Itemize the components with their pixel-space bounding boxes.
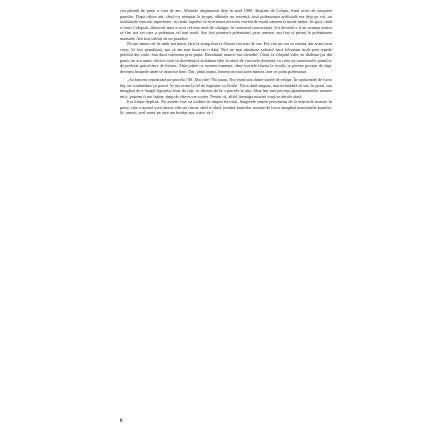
paragraph-3: „Arifuncem repartizată pe parcela 748. Din câte? Nu știam. Noi eram una dintre sutele de echipe. În uniformele de lucru bej, ne confundam cu pomii. Și noi eram la fel de îngenate cu florile. Nicio dată singure, mereu laolaltă să sus, în pomi, sau mergând de-a lungul figurului liuar de ruți, ce duceau de la o parcelă la alta. Abia îmi mai percepi aparatamentelor noastre mici, puteam fi noi înșine, timp de câteva ore scurte. Pentru că, altfel, întreaga noastră viață se derula afară. (120, 77, 332, 99)
text-column (120, 8, 332, 116)
paragraph-1: cea pătrată de peste o sută de ani. Albinele dispăruseră deja în anul 1980, dinainte de Colaps, fiind ucise de stropirea pomilor. După câțiva ani, când s-a renunțat la stropit, albinele nu reveniră, însă polenizarea artificială era deja pe val, iar rezultatele erau net superioare, în ciuda faptului că activitatea necesita extrem de mulți oameni și multe mâini. Și apoi, când a venit Colapsul, districtul meu a avut cel mai mult de câștigat, în contextul concurenței. S-a dovedit a fi un avantaj nostru să fim noi cei care a polenizat cel mai mult. Am fost pionierii polenizării, prin urmare, am fost și primii la polenizarea manuală. Am fost salvați de un paradox. (120, 8, 332, 41)
paragraph-2: Ne-am întins cât de mult am putut, fără să ajung însă la floarea cea mai de sus. Era clar pe cea să renunț, dar n-am avut curaj. Și fost penalizată, așa că am mai încercat o dată. Nici ne mai rămăsese salariul dacă foloseam mult prea repede polenul din cutie. Sau dacă foloseam prea puțin. Rezultatul muncii era invizibil. Când, la sfârșitul zilei, ne dădeam jos din pomi, nu era nimic altceva care să dovedească strădania zilei în afară de crucișele desenate cu creta pe trunchiurile pomilor, de preferat patru/cinci de fiecare. Abia odată cu venirea toamnei, când fructele ieșeau la iveală, se puteau pricepe de fapt, devenea limpede unde se muncise bine. Dar, până atunci, nimeni nu mai știea mintea cine ce pomi polenizase. (120, 41, 332, 75)
paragraph-4: Era liniște deplină. Nu aveam voie să vorbim în timpul lucrului. Singurele sunete proveneau de la mișcările noastre în pomi, câte o uşoară voce deasă, câte un câscat când și când, fornitul haincilor noastre de lucru atingând trunchiurile pomilor. Și, uneori, acel sunet pe care am învățat noi, toate, să-l (120, 99, 332, 116)
page-number: 8 (120, 419, 123, 424)
